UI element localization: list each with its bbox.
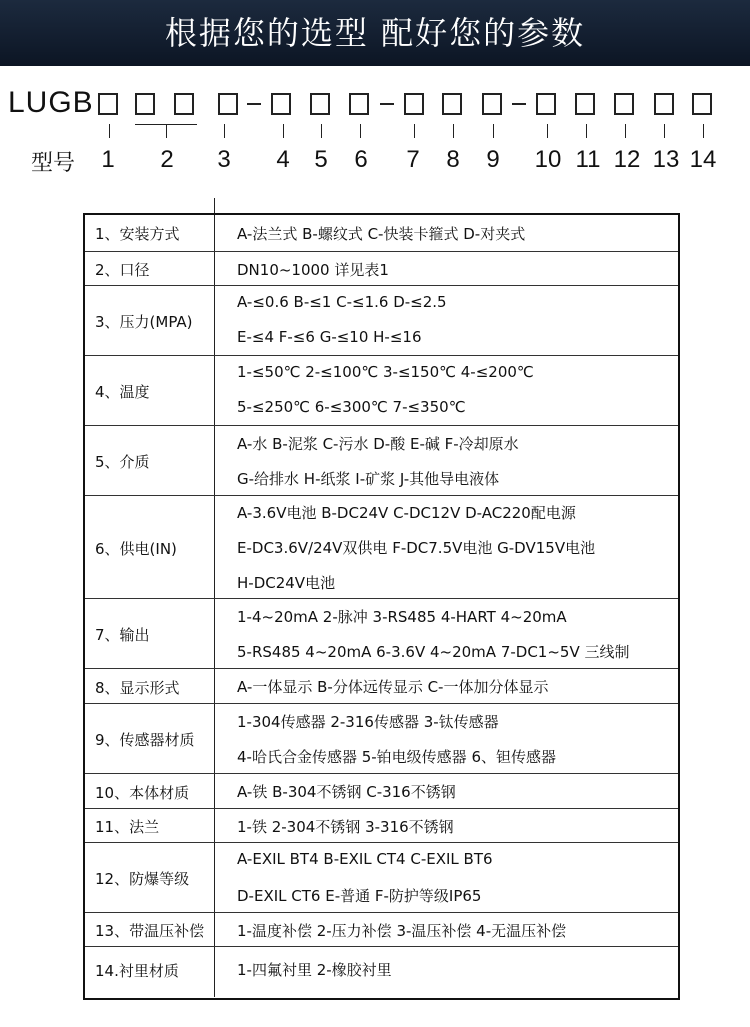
code-box [218,93,238,115]
table-row [85,425,678,496]
code-box [310,93,330,115]
code-number: 2 [160,146,174,173]
row-label: 10、本体材质 [95,783,190,802]
code-number: 13 [652,146,680,173]
row-label: 3、压力(MPA) [95,313,193,331]
code-number: 11 [575,146,601,173]
row-label: 14.衬里材质 [95,961,179,980]
row-option-line: H-DC24V电池 [237,574,336,592]
code-tick [664,124,665,138]
code-tick [360,124,361,138]
row-option-line: E-≤4 F-≤6 G-≤10 H-≤16 [237,328,422,346]
code-number: 9 [486,146,500,173]
code-tick [547,124,548,138]
row-option-line: 4-哈氏合金传感器 5-铂电级传感器 6、钽传感器 [237,748,556,766]
row-option-line: A-一体显示 B-分体远传显示 C-一体加分体显示 [237,678,549,696]
code-box [575,93,595,115]
row-option-line: 1-四氟衬里 2-橡胶衬里 [237,961,392,979]
row-label: 7、输出 [95,626,150,644]
code-box [614,93,634,115]
row-option-line: DN10~1000 详见表1 [237,260,389,279]
table-row [85,285,678,356]
table-row [85,495,678,599]
row-label: 2、口径 [95,261,150,279]
row-option-line: G-给排水 H-纸浆 I-矿浆 J-其他导电液体 [237,470,500,488]
code-box [692,93,712,115]
code-tick [109,124,110,138]
row-option-line: A-3.6V电池 B-DC24V C-DC12V D-AC220配电源 [237,504,576,522]
row-label: 5、介质 [95,453,150,471]
code-box [135,93,155,115]
row-label: 8、显示形式 [95,678,180,697]
code-tick [321,124,322,138]
code-number: 7 [406,146,420,173]
code-number: 6 [354,146,368,173]
table-row [85,251,678,286]
code-number: 5 [314,146,328,173]
code-box [98,93,118,115]
row-option-line: A-铁 B-304不锈钢 C-316不锈钢 [237,783,456,801]
table-row [85,598,678,669]
row-option-line: D-EXIL CT6 E-普通 F-防护等级IP65 [237,887,482,905]
code-number: 3 [217,146,231,173]
row-option-line: A-≤0.6 B-≤1 C-≤1.6 D-≤2.5 [237,293,447,311]
code-separator [512,103,526,105]
row-option-line: 5-≤250℃ 6-≤300℃ 7-≤350℃ [237,398,466,416]
model-prefix: LUGB [8,86,94,119]
table-row [85,668,678,704]
code-tick [453,124,454,138]
row-label: 9、传感器材质 [95,731,195,749]
code-box [349,93,369,115]
code-separator [247,103,261,105]
row-option-line: 1-铁 2-304不锈钢 3-316不锈钢 [237,817,454,836]
code-number: 10 [534,146,562,173]
code-box [271,93,291,115]
row-option-line: 1-温度补偿 2-压力补偿 3-温压补偿 4-无温压补偿 [237,921,567,940]
row-label: 13、带温压补偿 [95,922,205,940]
row-option-line: A-EXIL BT4 B-EXIL CT4 C-EXIL BT6 [237,850,493,868]
row-option-line: E-DC3.6V/24V双供电 F-DC7.5V电池 G-DV15V电池 [237,539,596,557]
row-label: 12、防爆等级 [95,870,190,888]
code-tick [703,124,704,138]
table-row [85,215,678,251]
code-separator [380,103,394,105]
table-row [85,703,678,774]
code-box [174,93,194,115]
row-option-line: 1-≤50℃ 2-≤100℃ 3-≤150℃ 4-≤200℃ [237,363,534,381]
code-tick [414,124,415,138]
code-number: 8 [446,146,460,173]
code-tick [283,124,284,138]
code-box [536,93,556,115]
row-option-line: A-水 B-泥浆 C-污水 D-酸 E-碱 F-冷却原水 [237,435,519,453]
code-box [442,93,462,115]
code-tick [224,124,225,138]
table-row [85,946,678,992]
row-option-line: 1-4~20mA 2-脉冲 3-RS485 4-HART 4~20mA [237,608,567,626]
code-tick [586,124,587,138]
table-row [85,808,678,843]
row-label: 11、法兰 [95,818,160,836]
code-box [404,93,424,115]
table-row [85,355,678,426]
code-number: 4 [276,146,290,173]
row-option-line: 1-304传感器 2-316传感器 3-钛传感器 [237,713,499,731]
banner-title: 根据您的选型 配好您的参数 [0,0,750,66]
code-tick [493,124,494,138]
code-number: 14 [689,146,717,173]
row-label: 1、安装方式 [95,225,180,243]
row-label: 4、温度 [95,383,150,401]
table-row [85,842,678,913]
code-tick [625,124,626,138]
table-row [85,773,678,809]
table-row [85,912,678,947]
code-tick [166,124,167,138]
row-option-line: A-法兰式 B-螺纹式 C-快装卡箍式 D-对夹式 [237,224,526,243]
row-option-line: 5-RS485 4~20mA 6-3.6V 4~20mA 7-DC1~5V 三线制 [237,643,630,661]
code-number: 1 [101,146,115,173]
code-box [654,93,674,115]
spec-table [83,213,680,1000]
code-box [482,93,502,115]
code-number: 12 [613,146,641,173]
model-label: 型号 [31,151,76,176]
row-label: 6、供电(IN) [95,539,177,558]
